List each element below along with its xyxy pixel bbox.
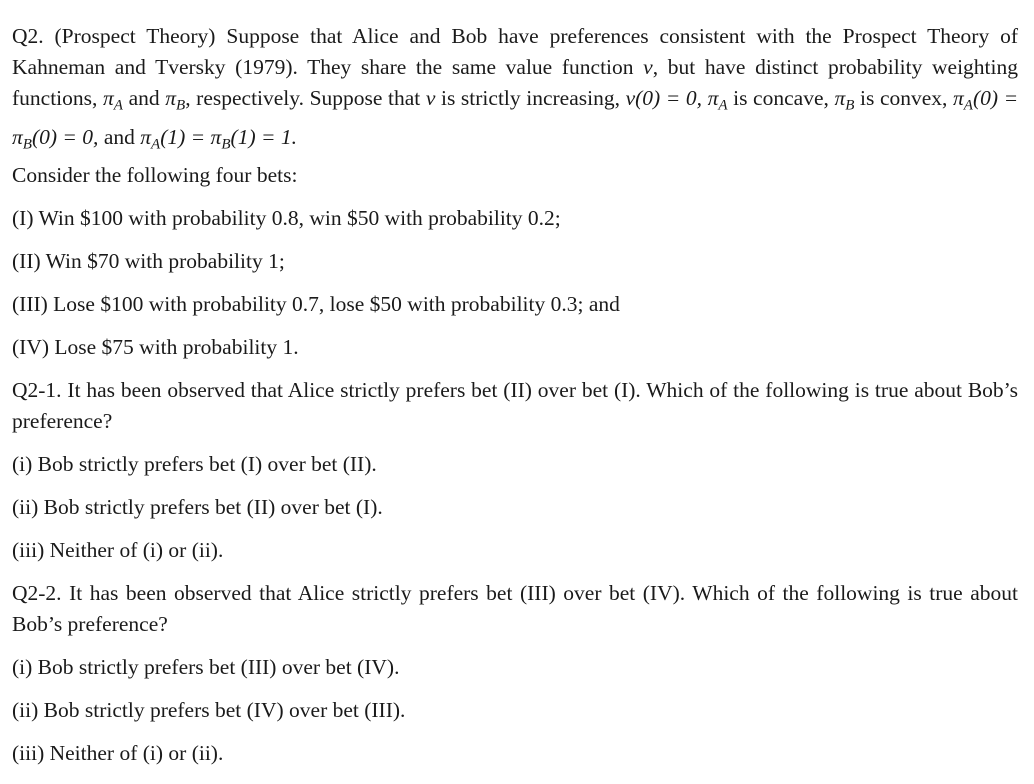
bet-4: (IV) Lose $75 with probability 1. [12,335,299,359]
pi-zero-condition: $\pi_A(0) = \pi_B(0) = 0$, [12,86,1019,152]
q22-option-i: (i) Bob strictly prefers bet (III) over bet (IV). [12,655,400,679]
intro-part-4: is strictly increasing, [441,86,620,110]
intro-part-1: Suppose that Alice and Bob have preferences consistent with the Prospect Theory of Kahneman and Tversky (1979). They share the same value function [12,24,1019,79]
question-intro [12,21,1018,191]
pi-b-symbol-2: $\pi_B$ [834,86,855,114]
q21-option-ii: (ii) Bob strictly prefers bet (II) over bet (I). [12,495,383,519]
bet-2: (II) Win $70 with probability 1; [12,249,285,273]
subquestion-2-1: Q2-1. It has been observed that Alice strictly prefers bet (II) over bet (I). Which of the following is true about Bob’s preference? [12,378,1018,433]
q21-option-i: (i) Bob strictly prefers bet (I) over bet (II). [12,452,377,476]
consider-text: Consider the following four bets: [12,163,298,187]
subquestion-2-2: Q2-2. It has been observed that Alice strictly prefers bet (III) over bet (IV). Which of the following is true about Bob’s preference? [12,581,1018,636]
concave-text: is concave, [733,86,829,110]
question-heading: Q2. (Prospect Theory) [12,24,216,48]
bet-1: (I) Win $100 with probability 0.8, win $50 with probability 0.2; [12,206,561,230]
q22-option-iii: (iii) Neither of (i) or (ii). [12,741,224,765]
value-function-symbol: v [643,55,653,79]
pi-a-symbol: $\pi_A$ [103,86,123,114]
intro-part-3: , respectively. Suppose that [185,86,421,110]
convex-text: is convex, [860,86,948,110]
intro-part-2: , but have distinct probability weighting functions, [12,55,1019,110]
and-word-2: and [103,124,135,149]
q22-option-ii: (ii) Bob strictly prefers bet (IV) over bet (III). [12,698,406,722]
bet-3: (III) Lose $100 with probability 0.7, lose $50 with probability 0.3; and [12,292,620,316]
and-word: and [128,86,160,110]
value-function-symbol-2: v [425,86,436,110]
pi-b-symbol: $\pi_B$ [165,86,186,114]
q21-option-iii: (iii) Neither of (i) or (ii). [12,538,224,562]
v-zero-condition: v(0) = 0, [625,86,702,110]
pi-one-condition: $\pi_A(1) = \pi_B(1) = 1$. [140,124,297,152]
document-page [12,21,1018,769]
pi-a-symbol-2: $\pi_A$ [707,86,728,114]
